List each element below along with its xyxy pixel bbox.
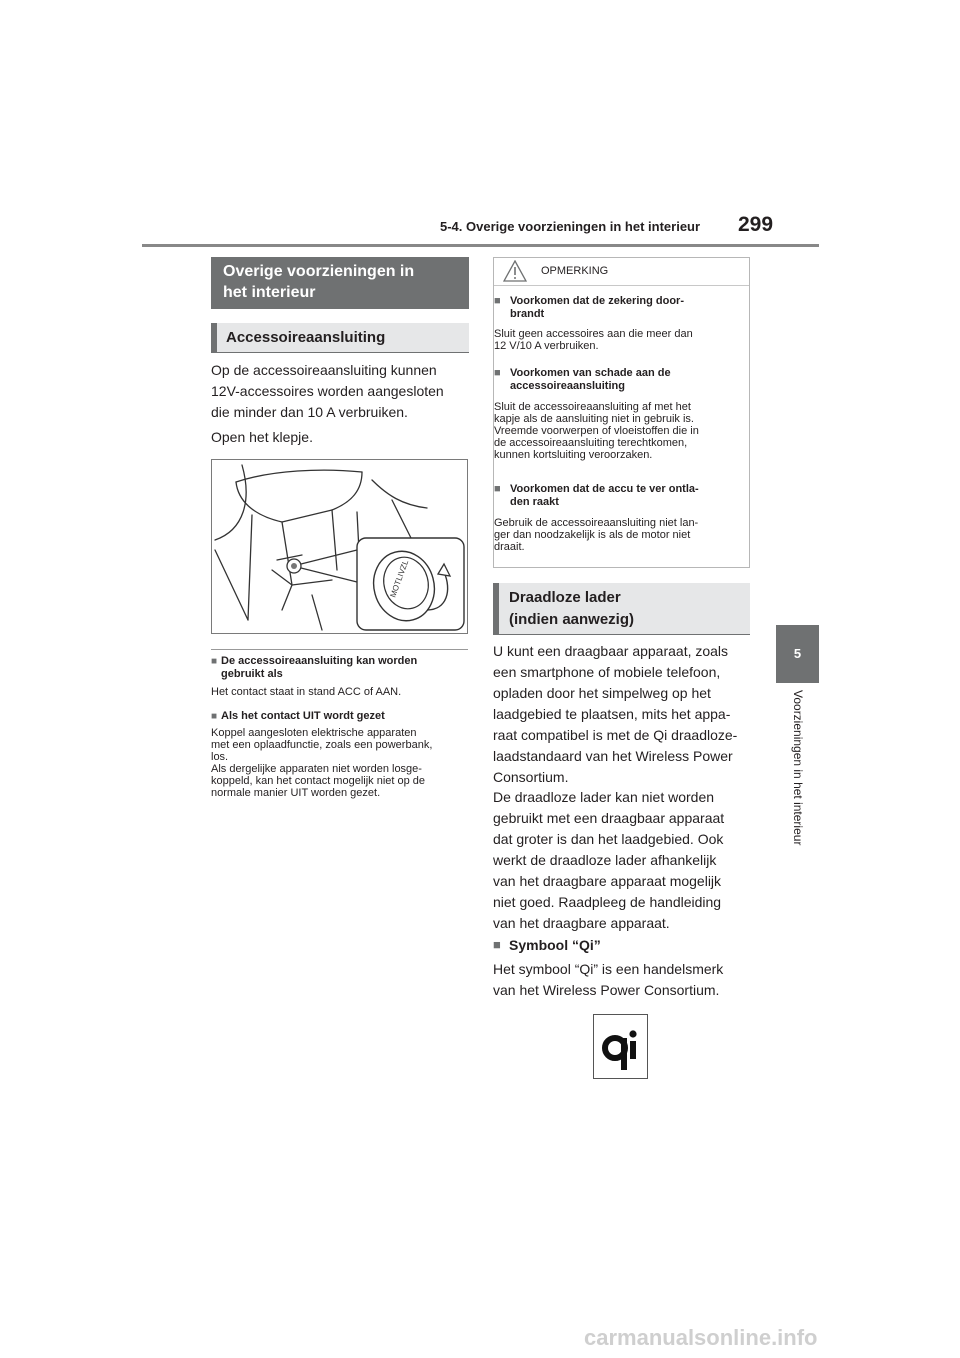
wireless-paragraph-1 bbox=[493, 641, 737, 788]
notice-line: ger dan noodzakelijk is als de motor niet bbox=[494, 529, 691, 541]
notice-line: de accessoireaansluiting terechtkomen, bbox=[494, 437, 688, 449]
note-heading-line: ■ De accessoireaansluiting kan worden bbox=[221, 655, 418, 667]
note-heading: ■ Als het contact UIT wordt gezet bbox=[211, 710, 385, 723]
note-text: Het contact staat in stand ACC of AAN. bbox=[211, 686, 402, 698]
note-heading bbox=[211, 655, 417, 681]
note-line: Koppel aangesloten elektrische apparaten bbox=[211, 727, 417, 739]
notice-line: Sluit geen accessoires aan die meer dan bbox=[494, 328, 693, 340]
qi-logo-icon bbox=[594, 1015, 647, 1078]
intro-line: Op de accessoireaansluiting kunnen bbox=[211, 362, 437, 378]
qi-logo-box bbox=[593, 1014, 648, 1079]
paragraph-line: De draadloze lader kan niet worden bbox=[493, 789, 715, 805]
note-line: Als dergelijke apparaten niet worden losge- bbox=[211, 763, 422, 775]
section-title-line-1: Overige voorzieningen in bbox=[223, 263, 415, 280]
note-line: los. bbox=[211, 751, 229, 763]
notice-heading-line: ■ Voorkomen dat de zekering door- bbox=[510, 295, 684, 307]
note-text bbox=[211, 727, 432, 799]
page-number: 299 bbox=[738, 213, 774, 236]
paragraph-line: van het draagbare apparaat mogelijk bbox=[493, 873, 722, 889]
paragraph-line: opladen door het simpelweg op het bbox=[493, 685, 711, 701]
note-heading-line: gebruikt als bbox=[221, 668, 283, 680]
notice-heading bbox=[494, 367, 729, 393]
section-title-line-2: (indien aanwezig) bbox=[509, 611, 635, 628]
notice-heading-line: accessoireaansluiting bbox=[510, 380, 625, 392]
running-header: 5-4. Overige voorzieningen in het interieur bbox=[440, 219, 701, 234]
paragraph-line: niet goed. Raadpleeg de handleiding bbox=[493, 894, 722, 910]
notes-divider bbox=[211, 649, 468, 650]
paragraph-line: gebruikt met een draagbaar apparaat bbox=[493, 810, 725, 826]
intro-line: 12V-accessoires worden aangesloten bbox=[211, 383, 444, 399]
qi-symbol-heading: ■ Symbool “Qi” bbox=[493, 937, 601, 953]
paragraph-line: Consortium. bbox=[493, 769, 569, 785]
notice-heading-line: ■ Voorkomen van schade aan de bbox=[510, 367, 671, 379]
intro-paragraph bbox=[211, 360, 444, 423]
notice-line: Vreemde voorwerpen of vloeistoffen die in bbox=[494, 425, 699, 437]
paragraph-line: een smartphone of mobiele telefoon, bbox=[493, 664, 721, 680]
chapter-tab-title bbox=[776, 690, 819, 880]
instruction-text: Open het klepje. bbox=[211, 429, 313, 445]
section-title bbox=[211, 257, 469, 309]
notice-line: kunnen kortsluiting veroorzaken. bbox=[494, 449, 653, 461]
subsection-title: Accessoireaansluiting bbox=[211, 323, 469, 353]
paragraph-line: van het draagbare apparaat. bbox=[493, 915, 670, 931]
notice-line: 12 V/10 A verbruiken. bbox=[494, 340, 599, 352]
console-drawing bbox=[212, 460, 467, 633]
notice-rule bbox=[494, 285, 749, 286]
notice-title: OPMERKING bbox=[541, 265, 609, 277]
socket-hole bbox=[291, 563, 297, 569]
watermark: carmanualsonline.info bbox=[584, 1325, 818, 1350]
warning-icon bbox=[503, 260, 527, 282]
notice-line: kapje als de aansluiting niet in gebruik is. bbox=[494, 413, 694, 425]
notice-line: draait. bbox=[494, 541, 525, 553]
paragraph-line: Het symbool “Qi” is een handelsmerk bbox=[493, 961, 724, 977]
note-line: koppeld, kan het contact mogelijk niet op de bbox=[211, 775, 426, 787]
paragraph-line: werkt de draadloze lader afhankelijk bbox=[493, 852, 717, 868]
notice-heading-line: brandt bbox=[510, 308, 545, 320]
paragraph-line: van het Wireless Power Consortium. bbox=[493, 982, 720, 998]
cap-lettering: MOTLIVZL bbox=[388, 558, 411, 599]
paragraph-line: U kunt een draagbaar apparaat, zoals bbox=[493, 643, 729, 659]
notice-heading-line: ■ Voorkomen dat de accu te ver ontla- bbox=[510, 483, 699, 495]
notice-heading bbox=[494, 483, 729, 509]
wireless-charger-section-title bbox=[493, 583, 750, 635]
paragraph-line: laadgebied te plaatsen, mits het appa- bbox=[493, 706, 731, 722]
paragraph-line: laadstandaard van het Wireless Power bbox=[493, 748, 733, 764]
note-line: normale manier UIT worden gezet. bbox=[211, 787, 381, 799]
notice-text bbox=[494, 328, 693, 352]
section-title-line-2: het interieur bbox=[223, 284, 316, 301]
header-rule bbox=[142, 244, 819, 247]
notice-text bbox=[494, 401, 699, 461]
notice-line: Gebruik de accessoireaansluiting niet lan- bbox=[494, 517, 699, 529]
paragraph-line: raat compatibel is met de Qi draadloze- bbox=[493, 727, 738, 743]
paragraph-line: dat groter is dan het laadgebied. Ook bbox=[493, 831, 724, 847]
accessory-socket-illustration bbox=[211, 459, 468, 634]
wireless-paragraph-2 bbox=[493, 787, 724, 934]
note-line: met een oplaadfunctie, zoals een powerbank, bbox=[211, 739, 433, 751]
chapter-title-text: Voorzieningen in het interieur bbox=[790, 690, 805, 846]
intro-line: die minder dan 10 A verbruiken. bbox=[211, 404, 408, 420]
notice-heading-line: den raakt bbox=[510, 496, 559, 508]
notice-text bbox=[494, 517, 698, 553]
chapter-tab-number: 5 bbox=[776, 625, 819, 683]
section-title-line-1: Draadloze lader bbox=[509, 589, 621, 606]
notice-heading bbox=[494, 295, 729, 321]
notice-line: Sluit de accessoireaansluiting af met het bbox=[494, 401, 691, 413]
qi-paragraph bbox=[493, 959, 723, 1001]
